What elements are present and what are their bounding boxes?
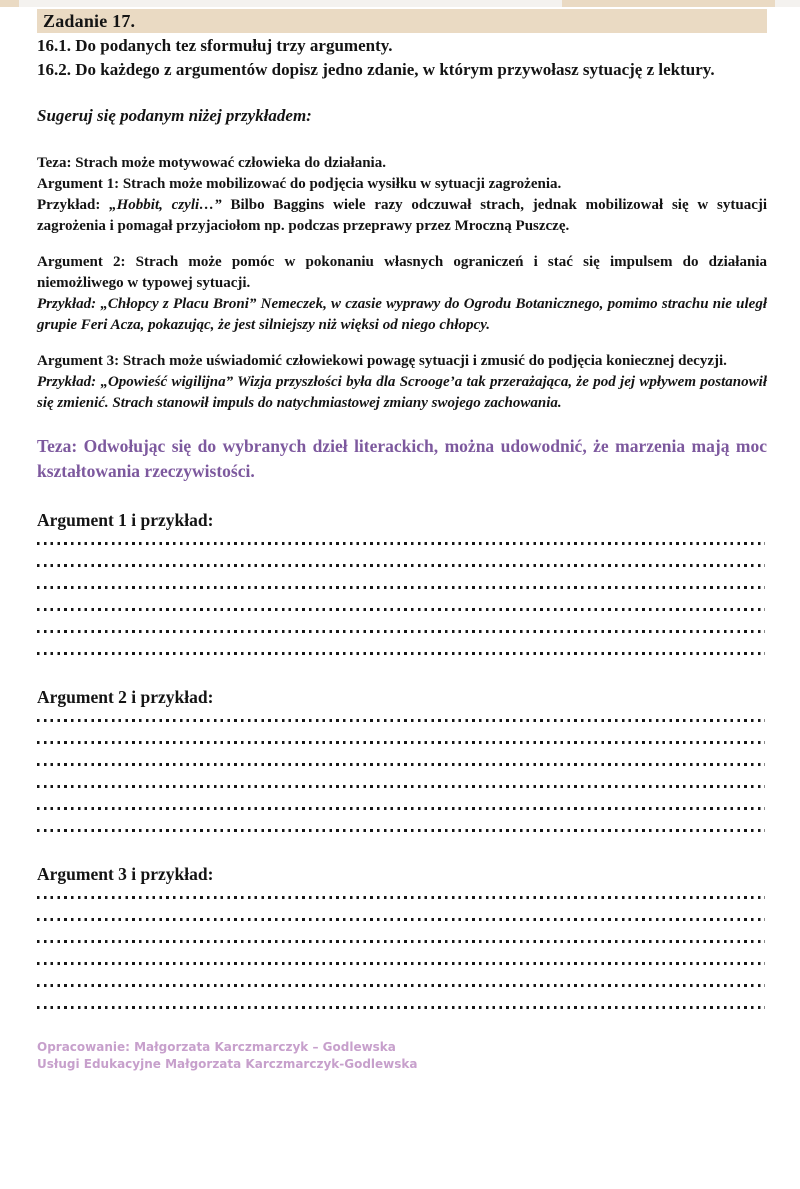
top-edge-highlight-fragment-left	[0, 0, 19, 7]
example-block	[37, 153, 767, 414]
answer-lines	[37, 719, 767, 832]
answer-dotted-line	[37, 984, 765, 987]
paragraph-gap	[37, 336, 767, 351]
example-argument-1: Argument 1: Strach może mobilizować do podjęcia wysiłku w sytuacji zagrożenia.	[37, 176, 562, 192]
answer-section-argument-3	[37, 862, 767, 1009]
paragraph-gap	[37, 237, 767, 252]
task-title: Zadanie 17.	[37, 9, 767, 33]
answer-dotted-line	[37, 542, 765, 545]
answer-dotted-line	[37, 918, 765, 921]
answer-dotted-line	[37, 962, 765, 965]
przyklad-1-text: Bilbo Baggins wiele razy odczuwał strach, jednak mobilizował się w sytuacji zagrożenia i pomagał przyjaciołom np. podczas przeprawy przez Mroczną Puszczę.	[37, 197, 768, 234]
answer-dotted-line	[37, 741, 765, 744]
example-argument-3: Argument 3: Strach może uświadomić człowiekowi powagę sytuacji i zmusić do podjęcia koniecznej decyzji.	[37, 353, 727, 369]
answer-dotted-line	[37, 896, 765, 899]
example-przyklad-1	[37, 195, 767, 237]
answer-dotted-line	[37, 785, 765, 788]
answer-section-heading: Argument 3 i przykład:	[37, 864, 214, 884]
answer-dotted-line	[37, 1006, 765, 1009]
answer-dotted-line	[37, 807, 765, 810]
przyklad-1-quote: „Hobbit, czyli…”	[109, 197, 222, 213]
instruction-16-2: 16.2. Do każdego z argumentów dopisz jedno zdanie, w którym przywołasz sytuację z lektury.	[37, 60, 715, 79]
answer-dotted-line	[37, 608, 765, 611]
document-footer	[37, 1039, 767, 1073]
example-argument-2: Argument 2: Strach może pomóc w pokonaniu własnych ograniczeń i stać się impulsem do działania niemożliwego w typowej sytuacji.	[37, 254, 767, 291]
answer-dotted-line	[37, 564, 765, 567]
footer-company-line: Usługi Edukacyjne Małgorzata Karczmarczyk-Godlewska	[37, 1057, 418, 1071]
answer-dotted-line	[37, 630, 765, 633]
answer-section-argument-2	[37, 685, 767, 832]
example-przyklad-3: Przykład: „Opowieść wigilijna” Wizja przyszłości była dla Scrooge’a tak przerażająca, że pod jej wpływem postanowił się zmienić. Strach stanowił impuls do natychmiastowej zmiany swojego zachowania.	[37, 374, 767, 411]
instruction-16-1: 16.1. Do podanych tez sformułuj trzy argumenty.	[37, 36, 393, 55]
answer-section-heading: Argument 2 i przykład:	[37, 687, 214, 707]
top-edge-highlight-fragment-right	[562, 0, 775, 7]
suggestion-line: Sugeruj się podanym niżej przykładem:	[37, 106, 312, 125]
example-teza: Teza: Strach może motywować człowieka do działania.	[37, 155, 386, 171]
example-przyklad-2: Przykład: „Chłopcy z Placu Broni” Nemeczek, w czasie wyprawy do Ogrodu Botanicznego, pomimo strachu nie uległ grupie Feri Acza, pokazując, że jest silniejszy niż więksi od niego chłopcy.	[37, 296, 767, 333]
answer-lines	[37, 542, 767, 655]
answer-dotted-line	[37, 763, 765, 766]
footer-author-line: Opracowanie: Małgorzata Karczmarczyk – Godlewska	[37, 1040, 396, 1054]
main-thesis: Teza: Odwołując się do wybranych dzieł literackich, można udowodnić, że marzenia mają moc kształtowania rzeczywistości.	[37, 436, 767, 481]
answer-lines	[37, 896, 767, 1009]
answer-dotted-line	[37, 586, 765, 589]
answer-section-argument-1	[37, 508, 767, 655]
answer-dotted-line	[37, 829, 765, 832]
top-edge-strip	[0, 0, 800, 7]
answer-section-heading: Argument 1 i przykład:	[37, 510, 214, 530]
przyklad-1-label: Przykład:	[37, 197, 101, 213]
task-instructions	[37, 35, 767, 81]
answer-dotted-line	[37, 940, 765, 943]
answer-dotted-line	[37, 652, 765, 655]
answer-dotted-line	[37, 719, 765, 722]
